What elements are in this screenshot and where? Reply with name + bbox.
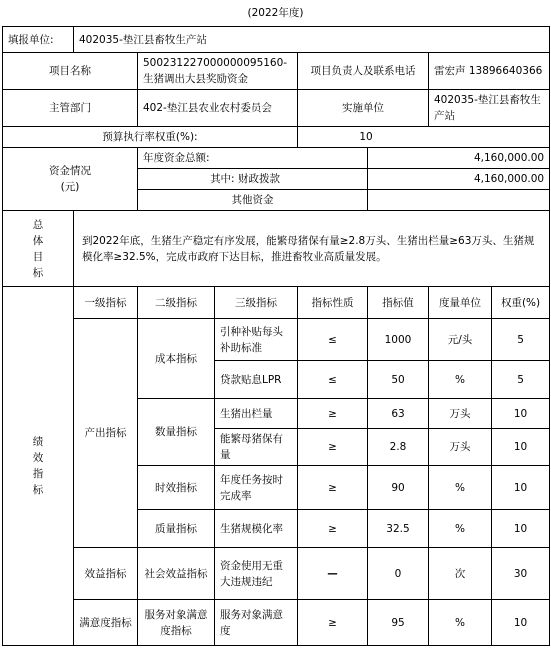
reporting-unit-value: 402035-垫江县畜牧生产站 [74,27,550,53]
funds-total-value: 4,160,000.00 [368,148,550,169]
indicator-unit: % [429,510,492,548]
overall-goal-label [3,211,74,287]
level2-timeliness: 时效指标 [138,466,215,510]
perf-label-char: 绩 [32,436,44,448]
level3-indicator: 能繁母猪保有量 [215,429,298,466]
indicator-unit: 万头 [429,429,492,466]
level2-social-benefit: 社会效益指标 [138,548,215,600]
supervising-dept-value: 402-垫江县农业农村委员会 [138,90,298,127]
implementing-unit-label: 实施单位 [298,90,429,127]
header-level2: 二级指标 [138,287,215,319]
header-weight: 权重(%) [492,287,550,319]
indicator-unit: % [429,466,492,510]
level2-quantity: 数量指标 [138,399,215,466]
level3-indicator: 服务对象满意度 [215,600,298,646]
indicator-nature: ≤ [298,319,368,361]
header-unit: 度量单位 [429,287,492,319]
indicator-weight: 10 [492,466,550,510]
indicator-weight: 10 [492,600,550,646]
budget-rate-label: 预算执行率权重(%): [3,127,298,148]
goal-label-char: 总 [32,218,44,231]
supervising-dept-label: 主管部门 [3,90,138,127]
funds-label-line1: 资金情况 [49,165,91,177]
funds-other-value [368,190,550,211]
header-nature: 指标性质 [298,287,368,319]
level2-cost: 成本指标 [138,319,215,399]
goal-label-char: 体 [32,234,44,247]
indicator-value: 1000 [368,319,429,361]
funds-total-label: 年度资金总额: [138,148,368,169]
indicator-unit: % [429,600,492,646]
level3-indicator: 生猪出栏量 [215,399,298,429]
indicator-value: 0 [368,548,429,600]
indicator-value: 50 [368,361,429,399]
goal-label-char: 目 [32,250,44,263]
indicator-value: 2.8 [368,429,429,466]
funds-fiscal-value: 4,160,000.00 [368,169,550,190]
indicator-nature: ≥ [298,466,368,510]
indicator-weight: 10 [492,399,550,429]
indicator-weight: 30 [492,548,550,600]
level1-benefit: 效益指标 [74,548,138,600]
indicator-weight: 5 [492,319,550,361]
indicator-value: 90 [368,466,429,510]
project-contact-value: 雷宏声 13896640366 [429,53,550,90]
funds-other-label: 其他资金 [138,190,368,211]
level3-indicator: 资金使用无重大违规违纪 [215,548,298,600]
goal-label-char: 标 [32,266,44,279]
header-level1: 一级指标 [74,287,138,319]
indicator-unit: 次 [429,548,492,600]
funds-label [3,148,138,211]
perf-label-char: 效 [32,452,44,464]
reporting-unit-label: 填报单位: [3,27,74,53]
overall-goal-text: 到2022年底，生猪生产稳定有序发展，能繁母猪保有量≥2.8万头、生猪出栏量≥63万头、生猪规模化率≥32.5%，完成市政府下达目标，推进畜牧业高质量发展。 [74,211,550,287]
indicator-nature: ≥ [298,600,368,646]
indicator-value: 95 [368,600,429,646]
indicator-value: 32.5 [368,510,429,548]
level1-satisfaction: 满意度指标 [74,600,138,646]
indicator-unit: % [429,361,492,399]
funds-fiscal-label: 其中: 财政拨款 [138,169,368,190]
level3-indicator: 生猪规模化率 [215,510,298,548]
header-level3: 三级指标 [215,287,298,319]
performance-target-form [2,26,550,646]
perf-label-char: 指 [32,468,44,480]
indicator-weight: 10 [492,510,550,548]
level1-output: 产出指标 [74,319,138,548]
performance-indicators-label [3,287,74,646]
project-name-value: 500231227000000095160-生猪调出大县奖励资金 [138,53,298,90]
indicator-nature: ≥ [298,429,368,466]
implementing-unit-value: 402035-垫江县畜牧生产站 [429,90,550,127]
indicator-unit: 万头 [429,399,492,429]
perf-label-char: 标 [32,484,44,496]
indicator-weight: 10 [492,429,550,466]
level3-indicator: 年度任务按时完成率 [215,466,298,510]
level3-indicator: 贷款贴息LPR [215,361,298,399]
level3-indicator: 引种补贴每头补助标准 [215,319,298,361]
header-value: 指标值 [368,287,429,319]
indicator-nature: — [298,548,368,600]
project-name-label: 项目名称 [3,53,138,90]
year-heading: (2022年度) [247,7,304,19]
level2-service-satisfaction: 服务对象满意度指标 [138,600,215,646]
level2-quality: 质量指标 [138,510,215,548]
funds-label-line2: (元) [60,181,80,193]
indicator-nature: ≤ [298,361,368,399]
project-contact-label: 项目负责人及联系电话 [298,53,429,90]
budget-rate-value: 10 [298,127,550,148]
indicator-nature: ≥ [298,510,368,548]
indicator-weight: 5 [492,361,550,399]
indicator-unit: 元/头 [429,319,492,361]
indicator-value: 63 [368,399,429,429]
indicator-nature: ≥ [298,399,368,429]
